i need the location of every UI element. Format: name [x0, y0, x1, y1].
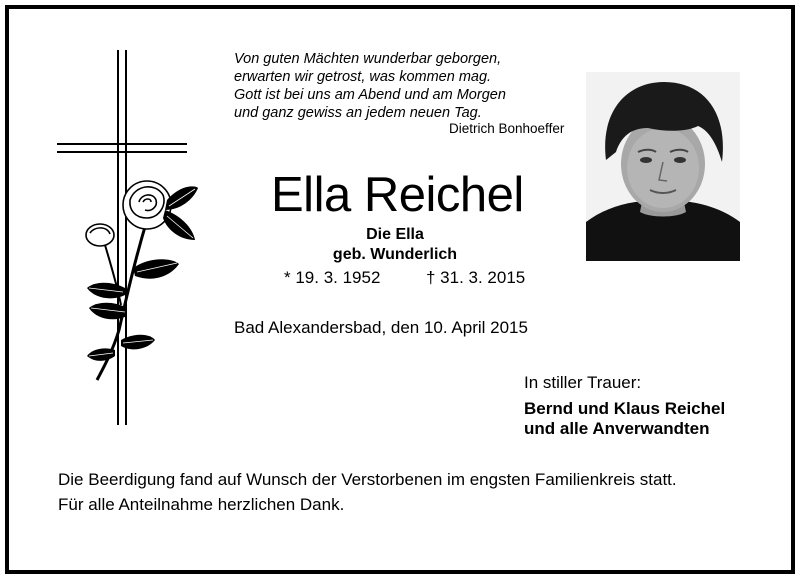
thanks-note: Für alle Anteilnahme herzlichen Dank. [58, 495, 345, 514]
deceased-birth-name: geb. Wunderlich [332, 246, 458, 263]
poem-line: Von guten Mächten wunderbar geborgen, [234, 51, 502, 67]
portrait-photo [586, 72, 740, 261]
mourners-line: Bernd und Klaus Reichel [524, 399, 726, 418]
poem-line: und ganz gewiss an jedem neuen Tag. [234, 105, 482, 121]
poem-line: erwarten wir getrost, was kommen mag. [234, 69, 492, 85]
cross-with-rose-icon [55, 50, 200, 425]
deceased-name: Ella Reichel [271, 168, 524, 222]
place-date: Bad Alexandersbad, den 10. April 2015 [234, 318, 528, 337]
poem [234, 50, 506, 122]
deceased-nickname: Die Ella [366, 226, 424, 243]
poem-author: Dietrich Bonhoeffer [449, 121, 565, 136]
birth-date: * 19. 3. 1952 [284, 268, 381, 287]
death-date: † 31. 3. 2015 [426, 268, 526, 287]
funeral-notice: Die Beerdigung fand auf Wunsch der Verstorbenen im engsten Familienkreis statt. [58, 470, 677, 489]
mourning-intro: In stiller Trauer: [524, 373, 642, 392]
poem-line: Gott ist bei uns am Abend und am Morgen [234, 87, 506, 103]
mourners-line: und alle Anverwandten [524, 419, 710, 438]
